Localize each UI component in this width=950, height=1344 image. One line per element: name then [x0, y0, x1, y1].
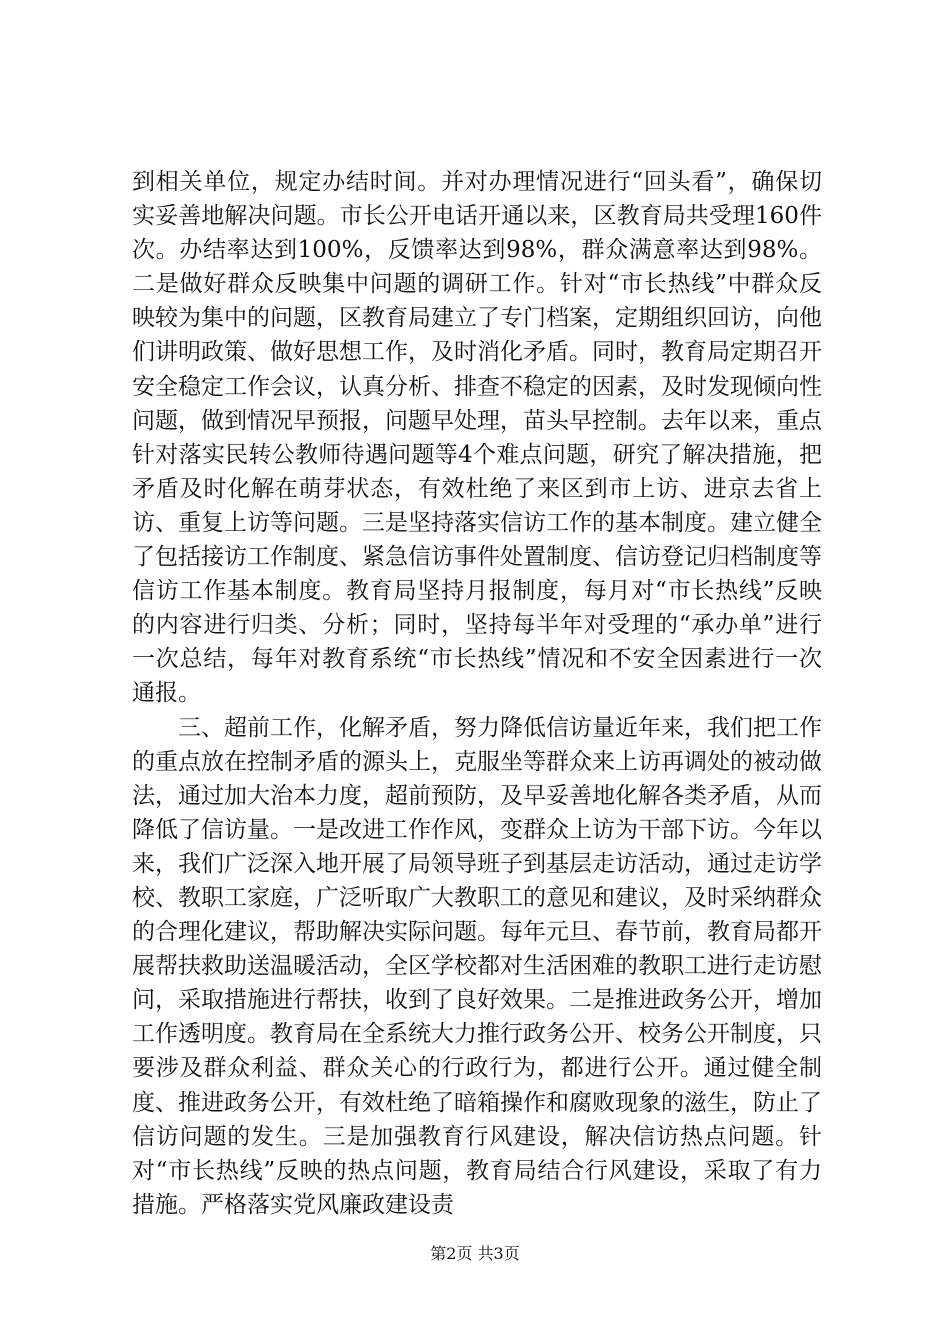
page-number-footer: 第2页 共3页: [430, 1244, 520, 1263]
paragraph-section-three: 三、超前工作，化解矛盾，努力降低信访量近年来，我们把工作的重点放在控制矛盾的源头上，克服坐等群众来上访再调处的被动做法，通过加大治本力度，超前预防，及早妥善地化解各类矛盾，从而降低了信访量。一是改进工作作风，变群众上访为干部下访。今年以来，我们广泛深入地开展了局领导班子到基层走访活动，通过走访学校、教职工家庭，广泛听取广大教职工的意见和建议，及时采纳群众的合理化建议，帮助解决实际问题。每年元旦、春节前，教育局都开展帮扶救助送温暖活动，全区学校都对生活困难的教职工进行走访慰问，采取措施进行帮扶，收到了良好效果。二是推进政务公开，增加工作透明度。教育局在全系统大力推行政务公开、校务公开制度，只要涉及群众利益、群众关心的行政行为，都进行公开。通过健全制度、推进政务公开，有效杜绝了暗箱操作和腐败现象的滋生，防止了信访问题的发生。三是加强教育行风建设，解决信访热点问题。针对“市长热线”反映的热点问题，教育局结合行风建设，采取了有力措施。严格落实党风廉政建设责: [132, 714, 822, 1218]
paragraph-continuation: 到相关单位，规定办结时间。并对办理情况进行“回头看”，确保切实妥善地解决问题。市长公开电话开通以来，区教育局共受理160件次。办结率达到100%，反馈率达到98%，群众满意率达到98%。二是做好群众反映集中问题的调研工作。针对“市长热线”中群众反映较为集中的问题，区教育局建立了专门档案，定期组织回访，向他们讲明政策、做好思想工作，及时消化矛盾。同时，教育局定期召开安全稳定工作会议，认真分析、排查不稳定的因素，及时发现倾向性问题，做到情况早预报，问题早处理，苗头早控制。去年以来，重点针对落实民转公教师待遇问题等4个难点问题，研究了解决措施，把矛盾及时化解在萌芽状态，有效杜绝了来区到市上访、进京去省上访、重复上访等问题。三是坚持落实信访工作的基本制度。建立健全了包括接访工作制度、紧急信访事件处置制度、信访登记归档制度等信访工作基本制度。教育局坚持月报制度，每月对“市长热线”反映的内容进行归类、分析；同时，坚持每半年对受理的“承办单”进行一次总结，每年对教育系统“市长热线”情况和不安全因素进行一次通报。: [132, 169, 822, 707]
document-body: [132, 165, 822, 1222]
